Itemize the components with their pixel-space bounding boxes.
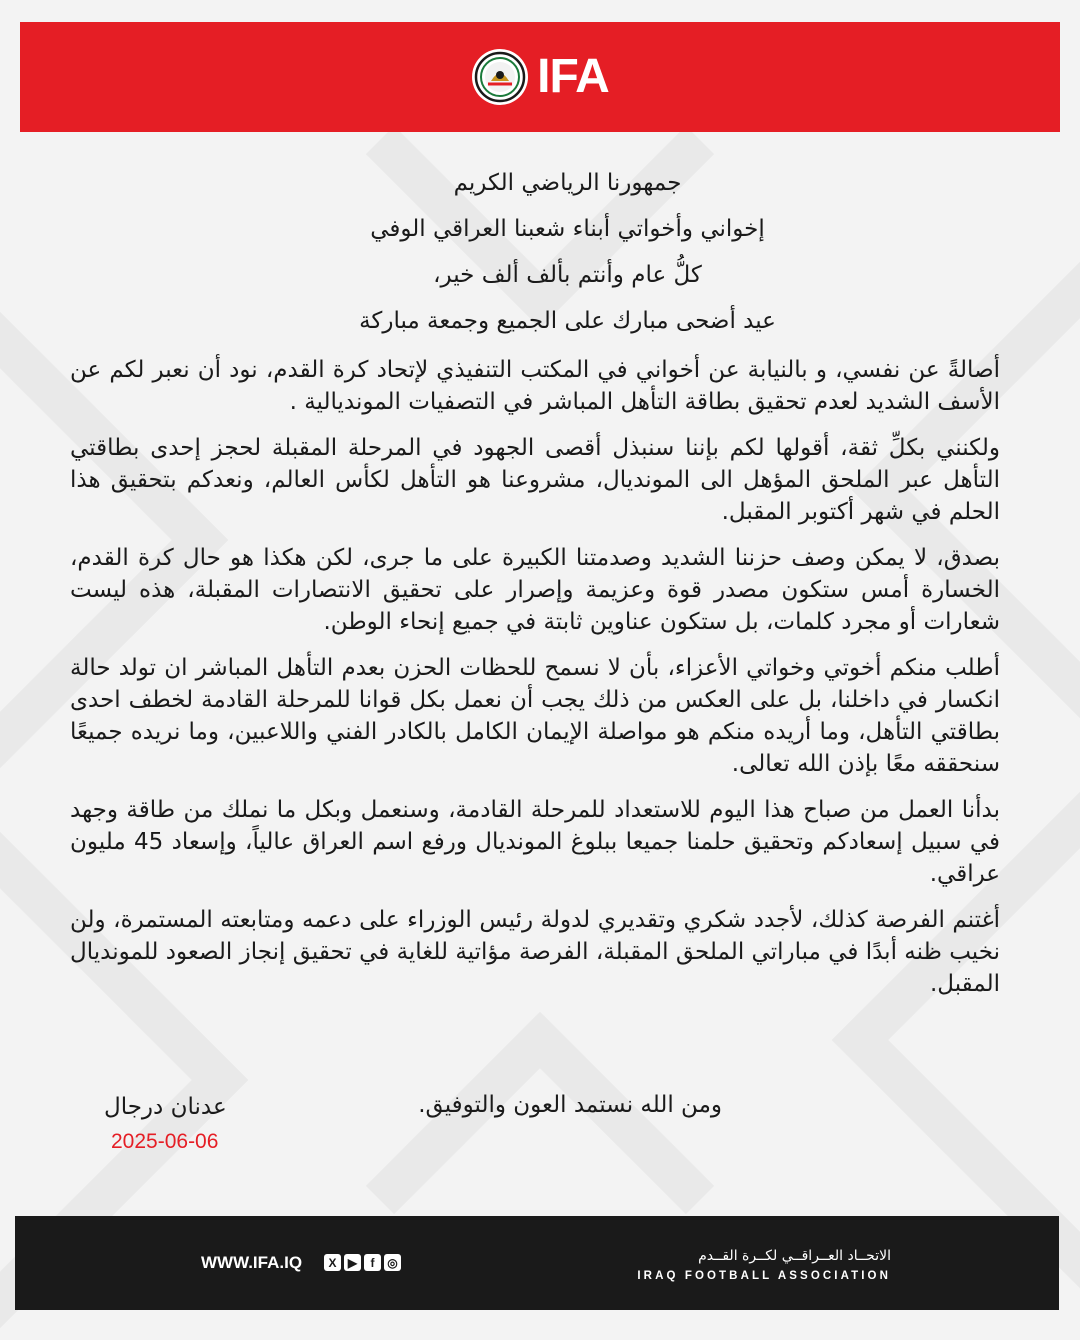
letter-paragraph: أطلب منكم أخوتي وخواتي الأعزاء، بأن لا نسمح للحظات الحزن بعدم التأهل المباشر ان تولد حالة انكسار في داخلنا، بل على العكس من ذلك يجب أن نعمل بكل قوانا للمرحلة القادمة لخطف احدى بطاقتي التأهل، وما أريده منكم هو مواصلة الإيمان الكامل بالكادر الفني واللاعبين، وما نريده جميعًا سنحققه معًا بإذن الله تعالى. xyxy=(70,655,1000,777)
closing-line: ومن الله نستمد العون والتوفيق. xyxy=(418,1092,722,1118)
youtube-icon[interactable]: ▶ xyxy=(344,1254,361,1271)
facebook-icon[interactable]: f xyxy=(364,1254,381,1271)
instagram-icon[interactable]: ◎ xyxy=(384,1254,401,1271)
letter-body xyxy=(70,160,1000,1000)
org-name-arabic: الاتحــاد العــراقــي لكــرة القــدم xyxy=(698,1248,891,1264)
letter-paragraph: بصدق، لا يمكن وصف حزننا الشديد وصدمتنا الكبيرة على ما جرى، لكن هكذا هو حال كرة القدم، الخسارة أمس ستكون مصدر قوة وعزيمة وإصرار على تحقيق الانتصارات المقبلة، هذه ليست شعارات أو مجرد كلمات، بل ستكون عناوين ثابتة في جميع إنحاء الوطن. xyxy=(70,545,1000,635)
header-banner xyxy=(20,22,1060,132)
greeting-line: جمهورنا الرياضي الكريم xyxy=(453,170,682,196)
greeting-line: كلُّ عام وأنتم بألف ألف خير، xyxy=(433,262,702,288)
letter-paragraph: بدأنا العمل من صباح هذا اليوم للاستعداد للمرحلة القادمة، وسنعمل وبكل ما نملك من طاقة وجهد في سبيل إسعادكم وتحقيق حلمنا جميعا ببلوغ المونديال ورفع اسم العراق عالياً، وإسعاد 45 مليون عراقي. xyxy=(70,797,1000,887)
letter-date: 2025-06-06 xyxy=(111,1130,219,1153)
iraq-football-emblem-icon xyxy=(471,48,529,106)
greeting-line: إخواني وأخواتي أبناء شعبنا العراقي الوفي xyxy=(370,216,765,242)
ifa-logo-text: IFA xyxy=(537,50,609,103)
footer-bar xyxy=(15,1216,1059,1310)
letter-paragraph: ولكنني بكلِّ ثقة، أقولها لكم بإننا سنبذل أقصى الجهود في المرحلة المقبلة لحجز إحدى بطاقتي التأهل عبر الملحق المؤهل الى المونديال، مشروعنا هو التأهل لكأس العالم، ونعدكم بتحقيق هذا الحلم في شهر أكتوبر المقبل. xyxy=(70,435,1000,525)
org-name-english: IRAQ FOOTBALL ASSOCIATION xyxy=(637,1270,891,1282)
social-icons xyxy=(324,1254,401,1271)
letter-paragraph: أصالةً عن نفسي، و بالنيابة عن أخواني في المكتب التنفيذي لإتحاد كرة القدم، نود أن نعبر لكم عن الأسف الشديد لعدم تحقيق بطاقة التأهل المباشر في التصفيات المونديالية . xyxy=(70,357,1000,415)
greeting-line: عيد أضحى مبارك على الجميع وجمعة مباركة xyxy=(359,308,776,334)
signature-name: عدنان درجال xyxy=(104,1094,227,1120)
website-link[interactable]: WWW.IFA.IQ xyxy=(201,1253,303,1272)
letter-paragraph: أغتنم الفرصة كذلك، لأجدد شكري وتقديري لدولة رئيس الوزراء على دعمه ومتابعته المستمرة، ولن نخيب ظنه أبدًا في مباراتي الملحق المقبلة، الفرصة مؤاتية للغاية في تحقيق إنجاز الصعود للمونديال المقبل. xyxy=(70,907,1000,997)
x-icon[interactable]: X xyxy=(324,1254,341,1271)
